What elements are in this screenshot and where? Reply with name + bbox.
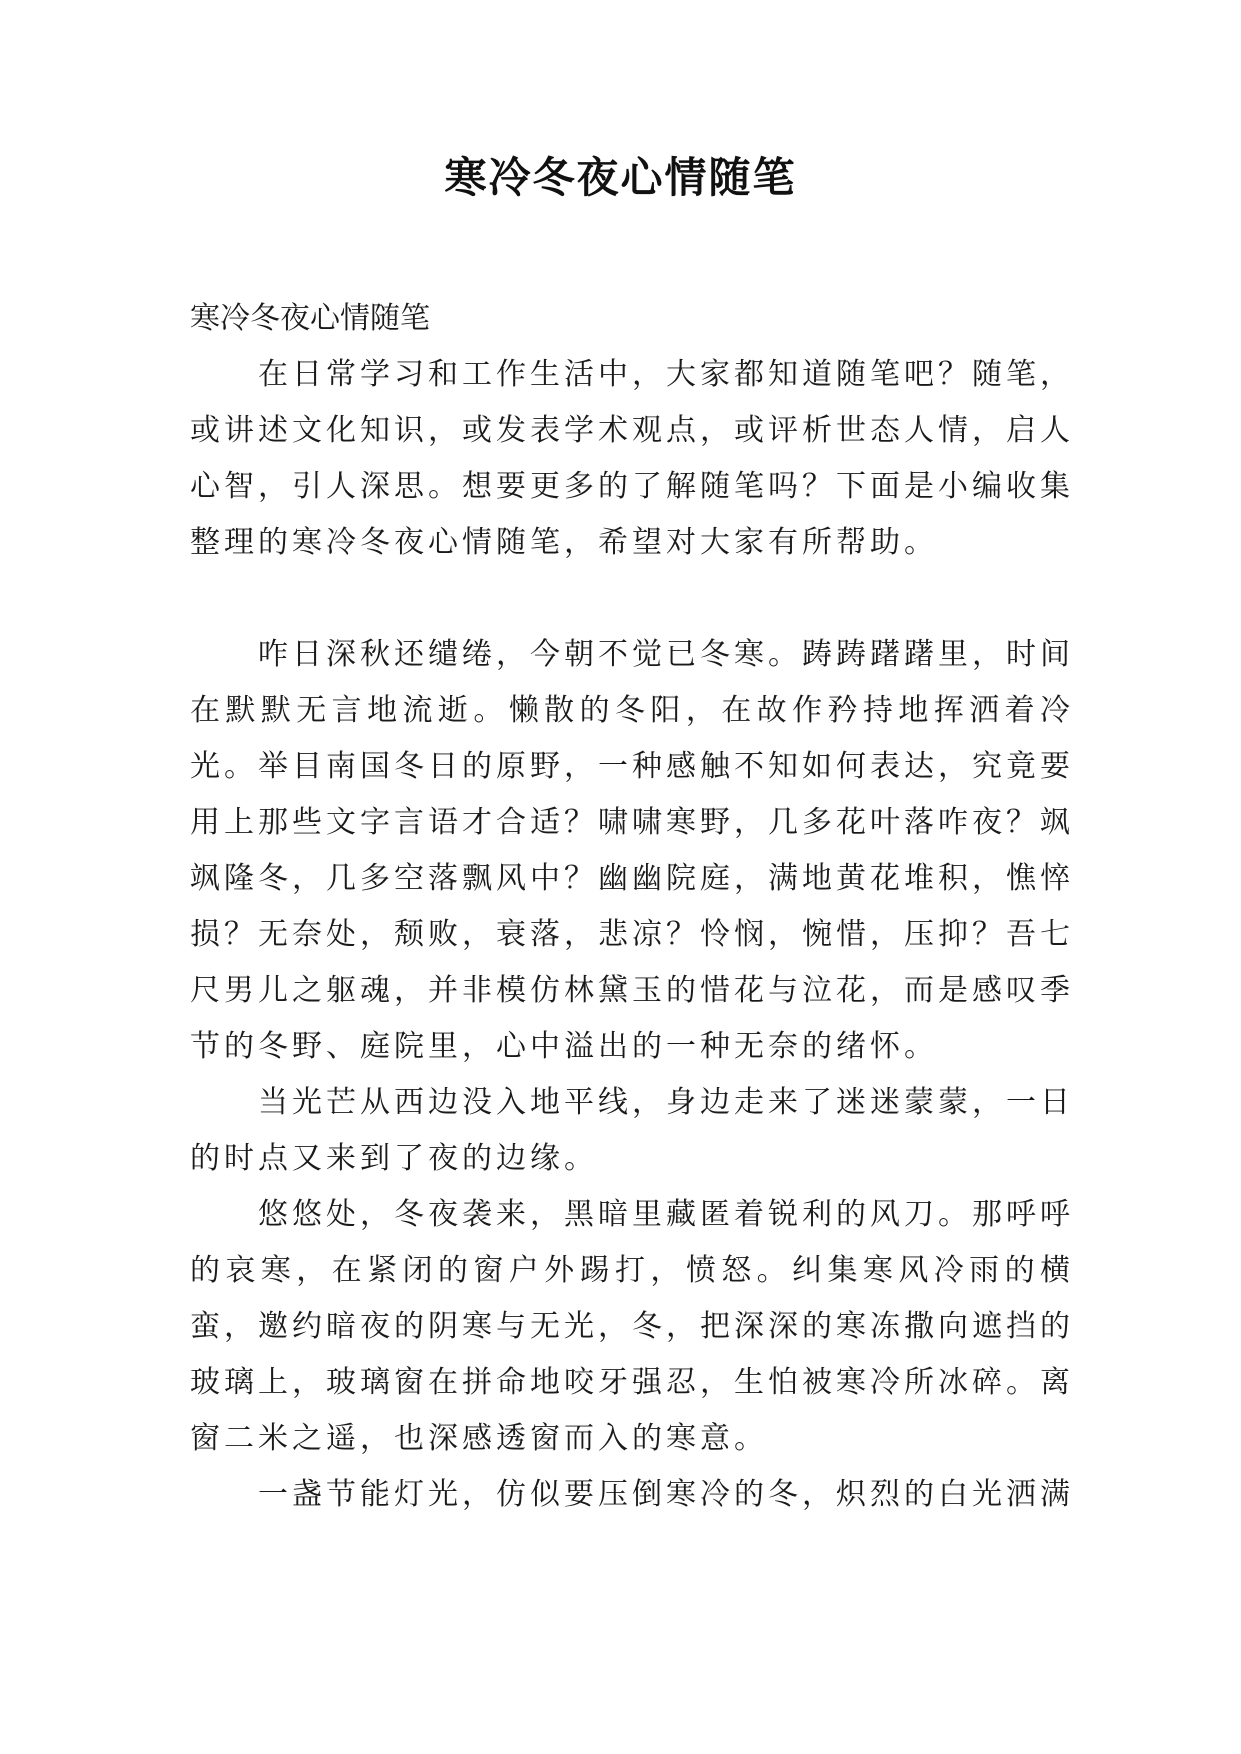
paragraph-winter-night: 悠悠处，冬夜袭来，黑暗里藏匿着锐利的风刀。那呼呼的哀寒，在紧闭的窗户外踢打，愤怒。纠集寒风冷雨的横蛮，邀约暗夜的阴寒与无光，冬，把深深的寒冻撒向遮挡的玻璃上，玻璃窗在拼命地咬牙强忍，生怕被寒冷所冰碎。离窗二米之遥，也深感透窗而入的寒意。 [190, 1197, 1074, 1456]
paragraph-spacer [190, 571, 1074, 627]
paragraph-intro: 在日常学习和工作生活中，大家都知道随笔吧？随笔，或讲述文化知识，或发表学术观点，或评析世态人情，启人心智，引人深思。想要更多的了解随笔吗？下面是小编收集整理的寒冷冬夜心情随笔，希望对大家有所帮助。 [190, 357, 1074, 560]
document-body [190, 291, 1074, 1523]
document-title: 寒冷冬夜心情随笔 [444, 153, 797, 202]
paragraph-autumn-winter: 咋日深秋还缱绻，今朝不觉已冬寒。踌踌躇躇里，时间在默默无言地流逝。懒散的冬阳，在故作矜持地挥洒着冷光。举目南国冬日的原野，一种感触不知如何表达，究竟要用上那些文字言语才合适？啸啸寒野，几多花叶落咋夜？飒飒隆冬，几多空落飘风中？幽幽院庭，满地黄花堆积，憔悴损？无奈处，颓败，衰落，悲凉？怜悯，惋惜，压抑？吾七尺男儿之躯魂，并非模仿林黛玉的惜花与泣花，而是感叹季节的冬野、庭院里，心中溢出的一种无奈的绪怀。 [190, 637, 1074, 1064]
paragraph-lamp: 一盏节能灯光，仿似要压倒寒冷的冬，炽烈的白光洒满 [258, 1477, 1074, 1512]
document-subtitle: 寒冷冬夜心情随笔 [190, 301, 430, 336]
paragraph-dusk: 当光芒从西边没入地平线，身边走来了迷迷蒙蒙，一日的时点又来到了夜的边缘。 [190, 1085, 1074, 1176]
